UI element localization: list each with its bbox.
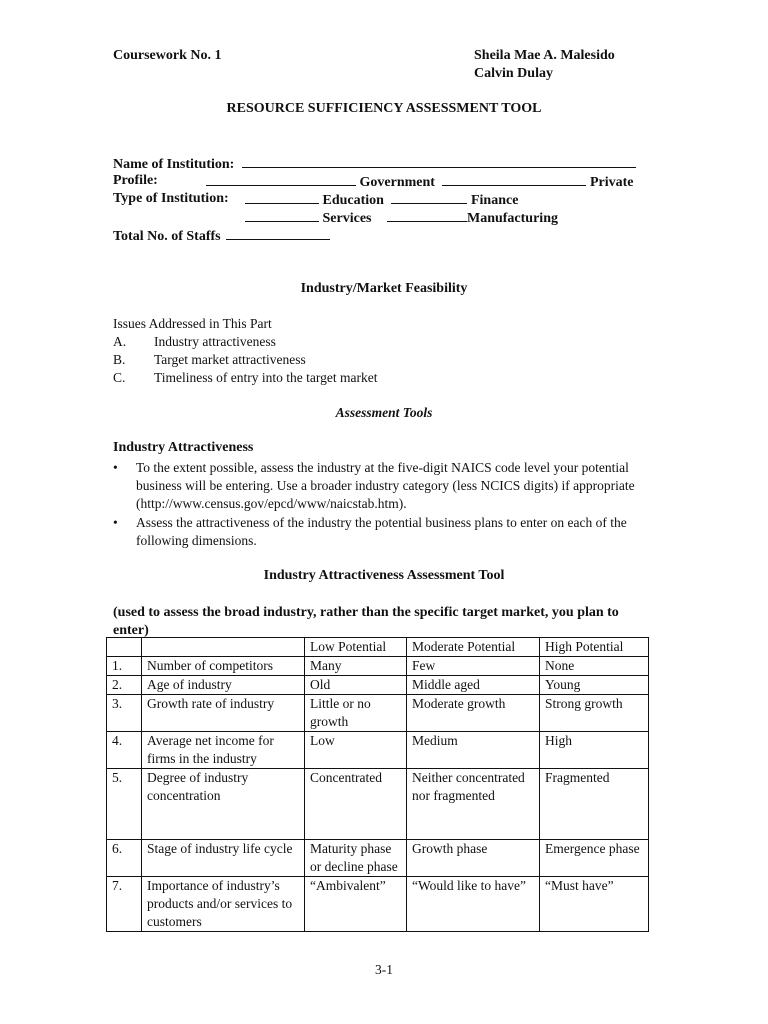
bullet-item — [113, 459, 653, 513]
staffs-label: Total No. of Staffs — [113, 229, 221, 244]
moderate-cell: Middle aged — [407, 676, 540, 695]
type-row-2 — [245, 209, 558, 227]
dimension-cell: Stage of industry life cycle — [142, 840, 305, 877]
manufacturing-option: Manufacturing — [466, 211, 558, 226]
row-number: 4. — [107, 732, 142, 769]
services-option: Services — [322, 211, 372, 226]
high-cell: Strong growth — [540, 695, 649, 732]
moderate-cell: Neither concentrated nor fragmented — [407, 769, 540, 840]
education-blank — [245, 191, 319, 204]
high-cell: None — [540, 657, 649, 676]
dimension-cell: Age of industry — [142, 676, 305, 695]
table-row — [107, 657, 649, 676]
low-cell: Old — [305, 676, 407, 695]
author-name-1: Sheila Mae A. Malesido — [474, 48, 615, 63]
header-cell-high: High Potential — [540, 638, 649, 657]
assessment-table — [106, 637, 649, 932]
staffs-blank — [226, 227, 330, 240]
header-cell-low: Low Potential — [305, 638, 407, 657]
name-label: Name of Institution: — [113, 157, 235, 172]
section-title: Industry/Market Feasibility — [300, 281, 468, 296]
coursework-label: Coursework No. 1 — [113, 48, 222, 63]
low-cell: Low — [305, 732, 407, 769]
high-cell: Fragmented — [540, 769, 649, 840]
moderate-cell: Few — [407, 657, 540, 676]
table-row — [107, 840, 649, 877]
tool-note: (used to assess the broad industry, rather than the specific target market, you plan to enter) — [113, 605, 619, 638]
industry-attractiveness-heading: Industry Attractiveness — [113, 440, 254, 455]
bullet-icon: • — [113, 460, 118, 475]
bullet-icon: • — [113, 515, 118, 530]
author-name-2: Calvin Dulay — [474, 66, 553, 81]
row-number: 7. — [107, 877, 142, 932]
dimension-cell: Importance of industry’s products and/or services to customers — [142, 877, 305, 932]
high-cell: Young — [540, 676, 649, 695]
row-number: 6. — [107, 840, 142, 877]
profile-row — [206, 173, 633, 191]
document-title: RESOURCE SUFFICIENCY ASSESSMENT TOOL — [226, 101, 542, 116]
finance-option: Finance — [470, 193, 519, 208]
form-name-row — [113, 155, 636, 173]
low-cell: Maturity phase or decline phase — [305, 840, 407, 877]
bullet-text: To the extent possible, assess the industry at the five-digit NAICS code level your potential business will be entering. Use a broader industry category (less NCICS digits) if appropriate (http://www.census.gov/epcd/www/naicstab.htm). — [136, 460, 635, 511]
table-row — [107, 732, 649, 769]
page-number: 3-1 — [375, 962, 393, 977]
type-row-1 — [245, 191, 518, 209]
services-blank — [245, 209, 319, 222]
table-row — [107, 769, 649, 840]
table-row — [107, 695, 649, 732]
profile-label: Profile: — [113, 173, 158, 188]
dimension-cell: Average net income for firms in the industry — [142, 732, 305, 769]
header-cell — [142, 638, 305, 657]
low-cell: “Ambivalent” — [305, 877, 407, 932]
government-blank — [206, 173, 356, 186]
moderate-cell: Medium — [407, 732, 540, 769]
bullet-text: Assess the attractiveness of the industry the potential business plans to enter on each of the following dimensions. — [136, 515, 627, 548]
tool-title: Industry Attractiveness Assessment Tool — [263, 568, 505, 583]
moderate-cell: “Would like to have” — [407, 877, 540, 932]
issue-b-letter: B. — [113, 352, 126, 367]
type-label: Type of Institution: — [113, 191, 229, 206]
private-blank — [442, 173, 586, 186]
high-cell: High — [540, 732, 649, 769]
row-number: 2. — [107, 676, 142, 695]
table-header-row — [107, 638, 649, 657]
dimension-cell: Number of competitors — [142, 657, 305, 676]
issues-heading: Issues Addressed in This Part — [113, 316, 272, 331]
finance-blank — [391, 191, 467, 204]
row-number: 5. — [107, 769, 142, 840]
table-row — [107, 676, 649, 695]
header-cell — [107, 638, 142, 657]
private-option: Private — [589, 175, 634, 190]
high-cell: Emergence phase — [540, 840, 649, 877]
staffs-row — [113, 227, 330, 245]
moderate-cell: Growth phase — [407, 840, 540, 877]
row-number: 3. — [107, 695, 142, 732]
high-cell: “Must have” — [540, 877, 649, 932]
manufacturing-blank — [387, 209, 467, 222]
name-blank — [242, 155, 636, 168]
low-cell: Concentrated — [305, 769, 407, 840]
assessment-tools-heading: Assessment Tools — [335, 405, 433, 420]
low-cell: Little or no growth — [305, 695, 407, 732]
dimension-cell: Degree of industry concentration — [142, 769, 305, 840]
moderate-cell: Moderate growth — [407, 695, 540, 732]
table-row — [107, 877, 649, 932]
row-number: 1. — [107, 657, 142, 676]
issue-c-letter: C. — [113, 370, 126, 385]
dimension-cell: Growth rate of industry — [142, 695, 305, 732]
bullet-item — [113, 514, 653, 550]
header-cell-moderate: Moderate Potential — [407, 638, 540, 657]
issue-c-text: Timeliness of entry into the target market — [154, 370, 378, 385]
education-option: Education — [322, 193, 384, 208]
issue-a-text: Industry attractiveness — [154, 334, 276, 349]
low-cell: Many — [305, 657, 407, 676]
government-option: Government — [359, 175, 435, 190]
issue-a-letter: A. — [113, 334, 127, 349]
issue-b-text: Target market attractiveness — [154, 352, 306, 367]
